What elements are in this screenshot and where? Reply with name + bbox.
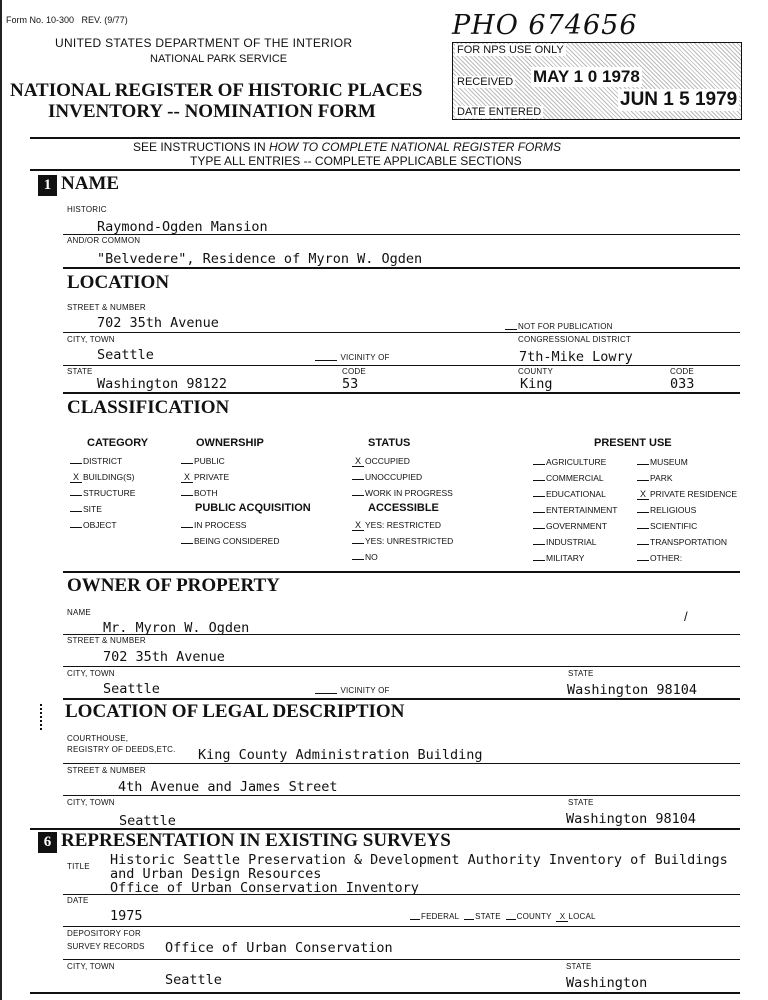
section-classification-title: CLASSIFICATION [67, 397, 230, 418]
category-heading: CATEGORY [87, 437, 149, 449]
checkbox-item[interactable] [533, 457, 606, 467]
checkbox-mark [70, 527, 82, 528]
checkbox-item[interactable] [637, 521, 697, 531]
checkbox-item[interactable] [533, 489, 606, 499]
margin-mark [40, 704, 42, 730]
received-stamp: MAY 1 0 1978 [533, 67, 640, 86]
owner-street-label: STREET & NUMBER [67, 636, 146, 645]
owner-vicinity-of: VICINITY OF [315, 686, 390, 695]
owner-street-value: 702 35th Avenue [103, 649, 225, 665]
checkbox-label: STRUCTURE [83, 488, 136, 498]
divider [63, 795, 740, 796]
not-for-publication: NOT FOR PUBLICATION [505, 322, 613, 331]
legal-state-value: Washington 98104 [566, 811, 697, 827]
accessible-heading: ACCESSIBLE [368, 502, 439, 514]
checkbox-mark [352, 543, 364, 544]
checkbox-mark [533, 464, 545, 465]
survey-date-label: DATE [67, 896, 89, 905]
checkbox-label: MUSEUM [650, 457, 688, 467]
checkbox-label: NO [365, 552, 378, 562]
date-entered-stamp: JUN 1 5 1979 [620, 89, 738, 110]
checkbox-item[interactable] [533, 521, 607, 531]
acquisition-heading: PUBLIC ACQUISITION [195, 502, 311, 514]
checkbox-mark [637, 560, 649, 561]
checkbox-label: BUILDING(S) [83, 472, 135, 482]
checkbox-mark [352, 495, 364, 496]
checkbox-mark: X [181, 473, 193, 483]
handwritten-id: PHO 674656 [452, 10, 638, 41]
checkbox-label: YES: UNRESTRICTED [365, 536, 454, 546]
survey-title-line3: Office of Urban Conservation Inventory [110, 880, 419, 896]
checkbox-mark [533, 496, 545, 497]
instructions-line1: SEE INSTRUCTIONS IN HOW TO COMPLETE NATIONAL REGISTER FORMS [133, 140, 562, 154]
divider [63, 571, 740, 573]
handwritten-slash: / [684, 609, 688, 624]
section-number-badge: 6 [38, 832, 57, 853]
checkbox-label: PRIVATE [194, 472, 230, 482]
checkbox-item[interactable] [181, 520, 246, 530]
checkbox-label: PRIVATE RESIDENCE [650, 489, 738, 499]
survey-city-value: Seattle [165, 972, 222, 988]
checkbox-mark [533, 560, 545, 561]
checkbox-label: UNOCCUPIED [365, 472, 423, 482]
checkbox-label: YES: RESTRICTED [365, 520, 442, 530]
historic-name-value: Raymond-Ogden Mansion [97, 219, 268, 235]
checkbox-mark [181, 495, 193, 496]
checkbox-item[interactable] [533, 505, 617, 515]
section-owner-title: OWNER OF PROPERTY [67, 575, 280, 596]
checkbox-label: BOTH [194, 488, 218, 498]
checkbox-item[interactable] [352, 552, 378, 562]
legal-state-label: STATE [568, 798, 594, 807]
checkbox-mark: X [352, 521, 364, 531]
vicinity-of: VICINITY OF [315, 353, 390, 362]
checkbox-mark: X [352, 457, 364, 467]
checkbox-item[interactable] [181, 456, 225, 466]
state-code-value: 53 [342, 376, 359, 392]
checkbox-mark [181, 463, 193, 464]
divider [30, 137, 740, 139]
street-label: STREET & NUMBER [67, 303, 146, 312]
checkbox-mark [533, 544, 545, 545]
checkbox-mark [637, 544, 649, 545]
survey-city-label: CITY, TOWN [67, 962, 115, 971]
depository-value: Office of Urban Conservation [165, 940, 393, 956]
checkbox-label: COMMERCIAL [546, 473, 604, 483]
legal-city-label: CITY, TOWN [67, 798, 115, 807]
checkbox-item[interactable] [181, 472, 229, 483]
owner-state-label: STATE [568, 669, 594, 678]
survey-title-line1: Historic Seattle Preservation & Development Authority Inventory of Buildings [110, 852, 728, 868]
checkbox-item[interactable] [70, 504, 102, 514]
divider [63, 959, 740, 960]
checkbox-label: TRANSPORTATION [650, 537, 727, 547]
received-label: RECEIVED [457, 76, 514, 88]
depository-label1: DEPOSITORY FOR [67, 929, 141, 938]
checkbox-item[interactable] [637, 505, 696, 515]
courthouse-label: COURTHOUSE, [67, 734, 129, 743]
county-value: King [520, 376, 553, 392]
divider [63, 698, 740, 700]
checkbox-label: WORK IN PROGRESS [365, 488, 453, 498]
section-legal-title: LOCATION OF LEGAL DESCRIPTION [65, 701, 405, 722]
registry-label: REGISTRY OF DEEDS,ETC. [67, 745, 176, 754]
street-value: 702 35th Avenue [97, 315, 219, 331]
checkbox-label: OCCUPIED [365, 456, 410, 466]
checkbox-item[interactable] [637, 553, 682, 563]
checkbox-item[interactable] [637, 473, 673, 483]
legal-street-label: STREET & NUMBER [67, 766, 146, 775]
checkbox-mark [533, 528, 545, 529]
checkbox-label: OBJECT [83, 520, 117, 530]
checkbox-mark [70, 495, 82, 496]
common-label: AND/OR COMMON [67, 236, 141, 245]
divider [63, 392, 740, 394]
nps-use-only-box [452, 42, 742, 120]
historic-label: HISTORIC [67, 205, 107, 214]
checkbox-label: RELIGIOUS [650, 505, 697, 515]
county-code-value: 033 [670, 376, 695, 392]
checkbox-item[interactable] [352, 520, 441, 531]
checkbox-item[interactable] [181, 488, 218, 498]
instructions-line2: TYPE ALL ENTRIES -- COMPLETE APPLICABLE SECTIONS [190, 154, 522, 168]
survey-title-label: TITLE [67, 862, 90, 871]
checkbox-mark: X [637, 490, 649, 500]
checkbox-label: SCIENTIFIC [650, 521, 698, 531]
checkbox-item[interactable] [352, 472, 422, 482]
courthouse-value: King County Administration Building [198, 747, 483, 763]
legal-street-value: 4th Avenue and James Street [118, 779, 338, 795]
checkbox-mark [70, 511, 82, 512]
state-label: STATE [67, 367, 93, 376]
status-heading: STATUS [368, 437, 411, 449]
county-code-label: CODE [670, 367, 694, 376]
department-name: UNITED STATES DEPARTMENT OF THE INTERIOR [55, 36, 353, 50]
checkbox-mark [352, 559, 364, 560]
checkbox-item[interactable] [181, 536, 280, 546]
owner-state-value: Washington 98104 [567, 682, 698, 698]
checkbox-item[interactable] [637, 537, 727, 547]
checkbox-item[interactable] [533, 537, 597, 547]
depository-label2: SURVEY RECORDS [67, 942, 145, 951]
divider [63, 332, 740, 333]
checkbox-item[interactable] [352, 536, 453, 546]
checkbox-mark [181, 527, 193, 528]
divider [63, 666, 740, 667]
checkbox-item[interactable] [533, 553, 584, 563]
page-edge [0, 0, 2, 1000]
checkbox-label: BEING CONSIDERED [194, 536, 280, 546]
checkbox-label: AGRICULTURE [546, 457, 607, 467]
divider [63, 634, 740, 635]
checkbox-mark [533, 512, 545, 513]
checkbox-item[interactable] [533, 473, 604, 483]
survey-title-line2: and Urban Design Resources [110, 866, 322, 882]
survey-level-options: FEDERAL STATE COUNTY X LOCAL [410, 912, 596, 922]
owner-name-value: Mr. Myron W. Ogden [103, 620, 250, 636]
divider [63, 234, 740, 235]
checkbox-mark [352, 479, 364, 480]
checkbox-mark [637, 480, 649, 481]
state-value: Washington 98122 [97, 376, 228, 392]
code-label: CODE [342, 367, 366, 376]
divider [30, 992, 740, 994]
legal-city-value: Seattle [119, 813, 176, 829]
divider [63, 267, 740, 269]
checkbox-item[interactable] [352, 456, 410, 467]
divider [63, 763, 740, 764]
divider [63, 365, 740, 366]
divider [63, 926, 740, 927]
survey-state-label: STATE [566, 962, 592, 971]
checkbox-item[interactable] [70, 472, 134, 483]
county-label: COUNTY [518, 367, 553, 376]
checkbox-mark [637, 512, 649, 513]
checkbox-item[interactable] [70, 520, 117, 530]
checkbox-mark [637, 528, 649, 529]
form-number: Form No. 10-300 REV. (9/77) [6, 15, 128, 25]
checkbox-label: MILITARY [546, 553, 585, 563]
divider [30, 169, 740, 171]
checkbox-label: OTHER: [650, 553, 683, 563]
owner-name-label: NAME [67, 608, 91, 617]
checkbox-label: GOVERNMENT [546, 521, 607, 531]
congressional-value: 7th-Mike Lowry [519, 349, 633, 365]
checkbox-mark: X [70, 473, 82, 483]
checkbox-label: PARK [650, 473, 673, 483]
divider [63, 894, 740, 895]
city-label: CITY, TOWN [67, 335, 115, 344]
common-name-value: "Belvedere", Residence of Myron W. Ogden [97, 251, 423, 267]
checkbox-label: ENTERTAINMENT [546, 505, 618, 515]
checkbox-label: SITE [83, 504, 102, 514]
date-entered-label: DATE ENTERED [457, 106, 542, 118]
service-name: NATIONAL PARK SERVICE [150, 53, 288, 65]
section-name-title: 1 NAME [38, 173, 119, 196]
checkbox-item[interactable] [70, 456, 122, 466]
checkbox-item[interactable] [637, 489, 737, 500]
nps-heading: FOR NPS USE ONLY [457, 44, 564, 56]
checkbox-label: INDUSTRIAL [546, 537, 597, 547]
checkbox-label: IN PROCESS [194, 520, 247, 530]
section-number-badge: 1 [38, 175, 57, 196]
checkbox-label: EDUCATIONAL [546, 489, 606, 499]
section-location-title: LOCATION [67, 272, 170, 293]
owner-city-label: CITY, TOWN [67, 669, 115, 678]
checkbox-mark [533, 480, 545, 481]
checkbox-mark [181, 543, 193, 544]
checkbox-mark [637, 464, 649, 465]
checkbox-label: PUBLIC [194, 456, 225, 466]
form-title-line1: NATIONAL REGISTER OF HISTORIC PLACES [10, 80, 423, 101]
owner-city-value: Seattle [103, 681, 160, 697]
survey-date-value: 1975 [110, 908, 143, 924]
city-value: Seattle [97, 347, 154, 363]
congressional-label: CONGRESSIONAL DISTRICT [518, 335, 632, 344]
form-title-line2: INVENTORY -- NOMINATION FORM [48, 101, 376, 122]
ownership-heading: OWNERSHIP [196, 437, 264, 449]
checkbox-mark [70, 463, 82, 464]
checkbox-item[interactable] [70, 488, 135, 498]
checkbox-item[interactable] [352, 488, 453, 498]
checkbox-label: DISTRICT [83, 456, 123, 466]
survey-state-value: Washington [566, 975, 648, 991]
checkbox-item[interactable] [637, 457, 688, 467]
section-surveys-title: 6 REPRESENTATION IN EXISTING SURVEYS [38, 830, 451, 853]
present-use-heading: PRESENT USE [594, 437, 672, 449]
